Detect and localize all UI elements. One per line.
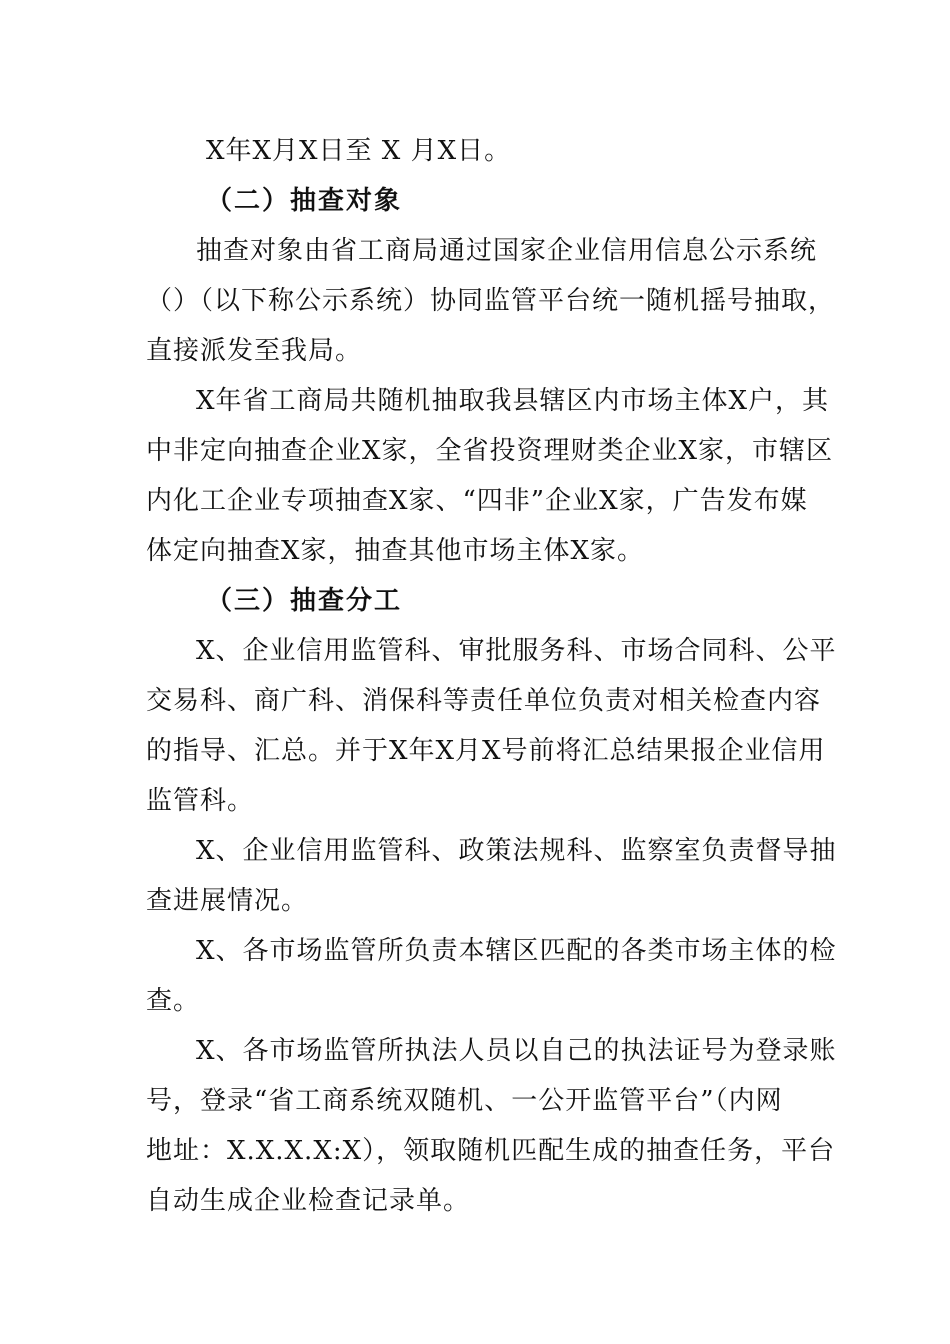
- paragraph-line: 的指导、汇总。并于X年X月X号前将汇总结果报企业信用: [146, 736, 826, 766]
- paragraph-line: 地址：X.X.X.X:X），领取随机匹配生成的抽查任务，平台: [146, 1136, 836, 1166]
- paragraph-line: 查进展情况。: [146, 886, 309, 916]
- paragraph-line: 体定向抽查X家，抽查其他市场主体X家。: [146, 536, 645, 566]
- paragraph-line: 抽查对象由省工商局通过国家企业信用信息公示系统: [196, 236, 818, 266]
- paragraph-line: 查。: [146, 986, 201, 1016]
- paragraph-line: 中非定向抽查企业X家，全省投资理财类企业X家，市辖区: [146, 436, 834, 466]
- section-heading-division: （三）抽查分工: [206, 586, 403, 616]
- paragraph-line: X、各市场监管所执法人员以自己的执法证号为登录账: [196, 1036, 837, 1066]
- paragraph-line: （）（以下称公示系统）协同监管平台统一随机摇号抽取，: [146, 286, 836, 316]
- paragraph-line: 自动生成企业检查记录单。: [146, 1186, 471, 1216]
- section-heading-targets: （二）抽查对象: [206, 186, 403, 216]
- paragraph-line: 交易科、商广科、消保科等责任单位负责对相关检查内容: [146, 686, 822, 716]
- paragraph-line: X、企业信用监管科、审批服务科、市场合同科、公平: [196, 636, 837, 666]
- paragraph-line: X、各市场监管所负责本辖区匹配的各类市场主体的检: [196, 936, 837, 966]
- date-range-line: X年X月X日至 X 月X日。: [206, 136, 512, 166]
- paragraph-line: 号，登录“省工商系统双随机、一公开监管平台”（内网: [146, 1086, 783, 1116]
- paragraph-line: 监管科。: [146, 786, 255, 816]
- paragraph-line: X、企业信用监管科、政策法规科、监察室负责督导抽: [196, 836, 837, 866]
- paragraph-line: 内化工企业专项抽查X家、“四非”企业X家，广告发布媒: [146, 486, 808, 516]
- paragraph-line: X年省工商局共随机抽取我县辖区内市场主体X户，其: [196, 386, 830, 416]
- paragraph-line: 直接派发至我局。: [146, 336, 363, 366]
